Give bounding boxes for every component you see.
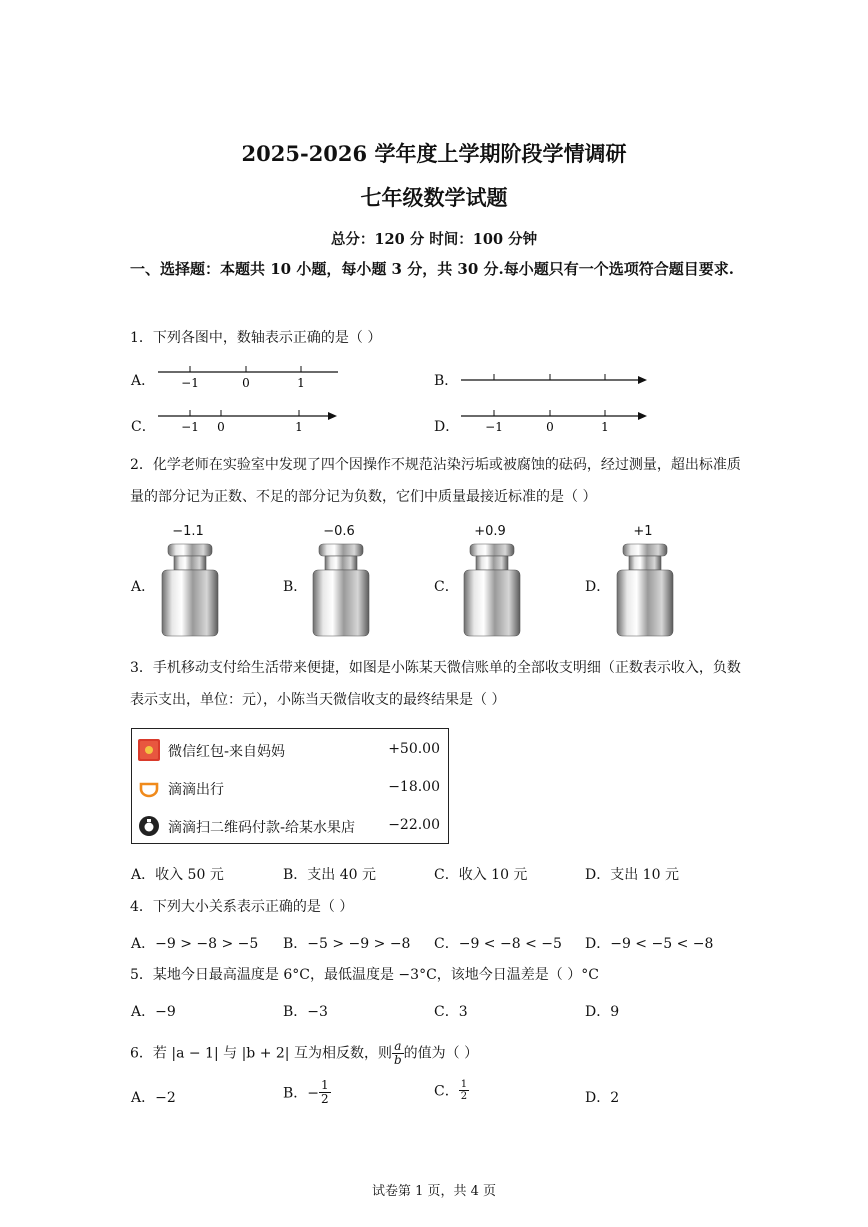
- frac-den: 2: [321, 1092, 329, 1106]
- bill-row: [132, 771, 448, 807]
- q6-option-c: [434, 1079, 469, 1102]
- weight-a-image: [160, 542, 220, 642]
- q5-option-b: B．−3: [283, 1004, 328, 1020]
- exam-subtitle: 七年级数学试题: [360, 185, 508, 210]
- q3-option-b: B．支出 40 元: [283, 867, 377, 883]
- q1-option-b-label: B．: [434, 373, 459, 389]
- q2-option-b-value: −0.6: [323, 524, 355, 539]
- q5-option-c: C．3: [434, 1004, 468, 1020]
- q2-option-c-label: C．: [434, 579, 459, 595]
- bill-amount: −22.00: [388, 817, 440, 833]
- q1-option-a-label: A．: [131, 373, 156, 389]
- exam-title: 2025-2026 学年度上学期阶段学情调研: [241, 141, 627, 166]
- red-envelope-icon: [138, 739, 160, 761]
- q1d-tick-2: 0: [546, 420, 554, 434]
- q1d-tick-1: −1: [485, 420, 503, 434]
- payment-icon: [138, 815, 160, 837]
- didi-icon: [138, 777, 160, 799]
- q6-option-b: [283, 1079, 331, 1106]
- q1a-tick-2: 0: [242, 376, 250, 390]
- q4-option-c: C．−9 < −8 < −5: [434, 936, 562, 952]
- q4-option-d: D．−9 < −5 < −8: [585, 936, 714, 952]
- page-footer: 试卷第 1 页，共 4 页: [371, 1184, 497, 1199]
- q2-option-c-value: +0.9: [474, 524, 506, 539]
- question-6-stem: [130, 1040, 478, 1067]
- q1a-tick-3: 1: [297, 376, 305, 390]
- q6-option-b-label: B．−: [283, 1085, 320, 1102]
- q4-option-b: B．−5 > −9 > −8: [283, 936, 411, 952]
- frac-den: 2: [460, 1091, 468, 1102]
- q5-option-d: D．9: [585, 1004, 620, 1020]
- q6-fraction: [392, 1040, 404, 1067]
- question-4-stem: 4．下列大小关系表示正确的是（ ）: [130, 899, 354, 915]
- q6-option-b-fraction: [319, 1079, 331, 1106]
- q3-option-c: C．收入 10 元: [434, 867, 528, 883]
- bill-row: [132, 733, 448, 769]
- q2-option-a-value: −1.1: [172, 524, 204, 539]
- q1-option-d-numberline: [458, 406, 650, 440]
- q6-stem-part2: 的值为（ ）: [403, 1045, 479, 1062]
- q3-option-a: A．收入 50 元: [131, 867, 224, 883]
- q6-option-d: D．2: [585, 1090, 620, 1106]
- q3-option-d: D．支出 10 元: [585, 867, 679, 883]
- weight-d-image: [615, 542, 675, 642]
- bill-amount: +50.00: [388, 741, 440, 757]
- q1-option-d-label: D．: [434, 419, 460, 435]
- wechat-bill-panel: [131, 728, 449, 844]
- question-1-stem: 1．下列各图中，数轴表示正确的是（ ）: [130, 330, 382, 346]
- q1-option-a-numberline: [155, 362, 345, 396]
- q1d-tick-3: 1: [601, 420, 609, 434]
- q4-option-a: A．−9 > −8 > −5: [131, 936, 259, 952]
- q6-option-c-fraction: [459, 1079, 469, 1102]
- frac-num: 1: [321, 1078, 329, 1092]
- q1-option-c-numberline: [155, 406, 347, 440]
- weight-c-image: [462, 542, 522, 642]
- weight-b-image: [311, 542, 371, 642]
- bill-row: [132, 809, 448, 845]
- q2-option-b-label: B．: [283, 579, 308, 595]
- bill-name: 滴滴扫二维码付款-给某水果店: [168, 820, 356, 836]
- exam-meta: 总分：120 分 时间：100 分钟: [330, 231, 538, 248]
- q1c-tick-2: 0: [217, 420, 225, 434]
- bill-amount: −18.00: [388, 779, 440, 795]
- frac-num: 1: [460, 1079, 468, 1090]
- q6-frac-num: a: [392, 1040, 404, 1054]
- question-5-stem: 5．某地今日最高温度是 6°C，最低温度是 −3°C，该地今日温差是（ ）°C: [130, 967, 599, 983]
- q2-option-d-value: +1: [633, 524, 653, 539]
- q6-option-a: A．−2: [131, 1090, 176, 1106]
- q1c-tick-1: −1: [181, 420, 199, 434]
- question-2-stem: 2．化学老师在实验室中发现了四个因操作不规范沾染污垢或被腐蚀的砝码，经过测量，超出标准质量的部分记为正数、不足的部分记为负数，它们中质量最接近标准的是（ ）: [130, 457, 741, 505]
- q6-stem-part1: 6．若 |a − 1| 与 |b + 2| 互为相反数，则: [130, 1045, 392, 1062]
- q6-frac-den: b: [393, 1053, 402, 1067]
- q1c-tick-3: 1: [295, 420, 303, 434]
- q1-option-b-numberline: [458, 370, 650, 394]
- q5-option-a: A．−9: [131, 1004, 176, 1020]
- q2-option-d-label: D．: [585, 579, 611, 595]
- q1-option-c-label: C．: [131, 419, 156, 435]
- q2-option-a-label: A．: [131, 579, 156, 595]
- q1a-tick-1: −1: [181, 376, 199, 390]
- question-3-stem: 3．手机移动支付给生活带来便捷，如图是小陈某天微信账单的全部收支明细（正数表示收入，负数表示支出，单位：元），小陈当天微信收支的最终结果是（ ）: [130, 660, 741, 708]
- q6-option-c-label: C．: [434, 1083, 459, 1100]
- section-heading: 一、选择题：本题共 10 小题，每小题 3 分，共 30 分.每小题只有一个选项符合题目要求.: [130, 260, 734, 278]
- bill-name: 微信红包-来自妈妈: [168, 744, 286, 760]
- bill-name: 滴滴出行: [168, 782, 224, 798]
